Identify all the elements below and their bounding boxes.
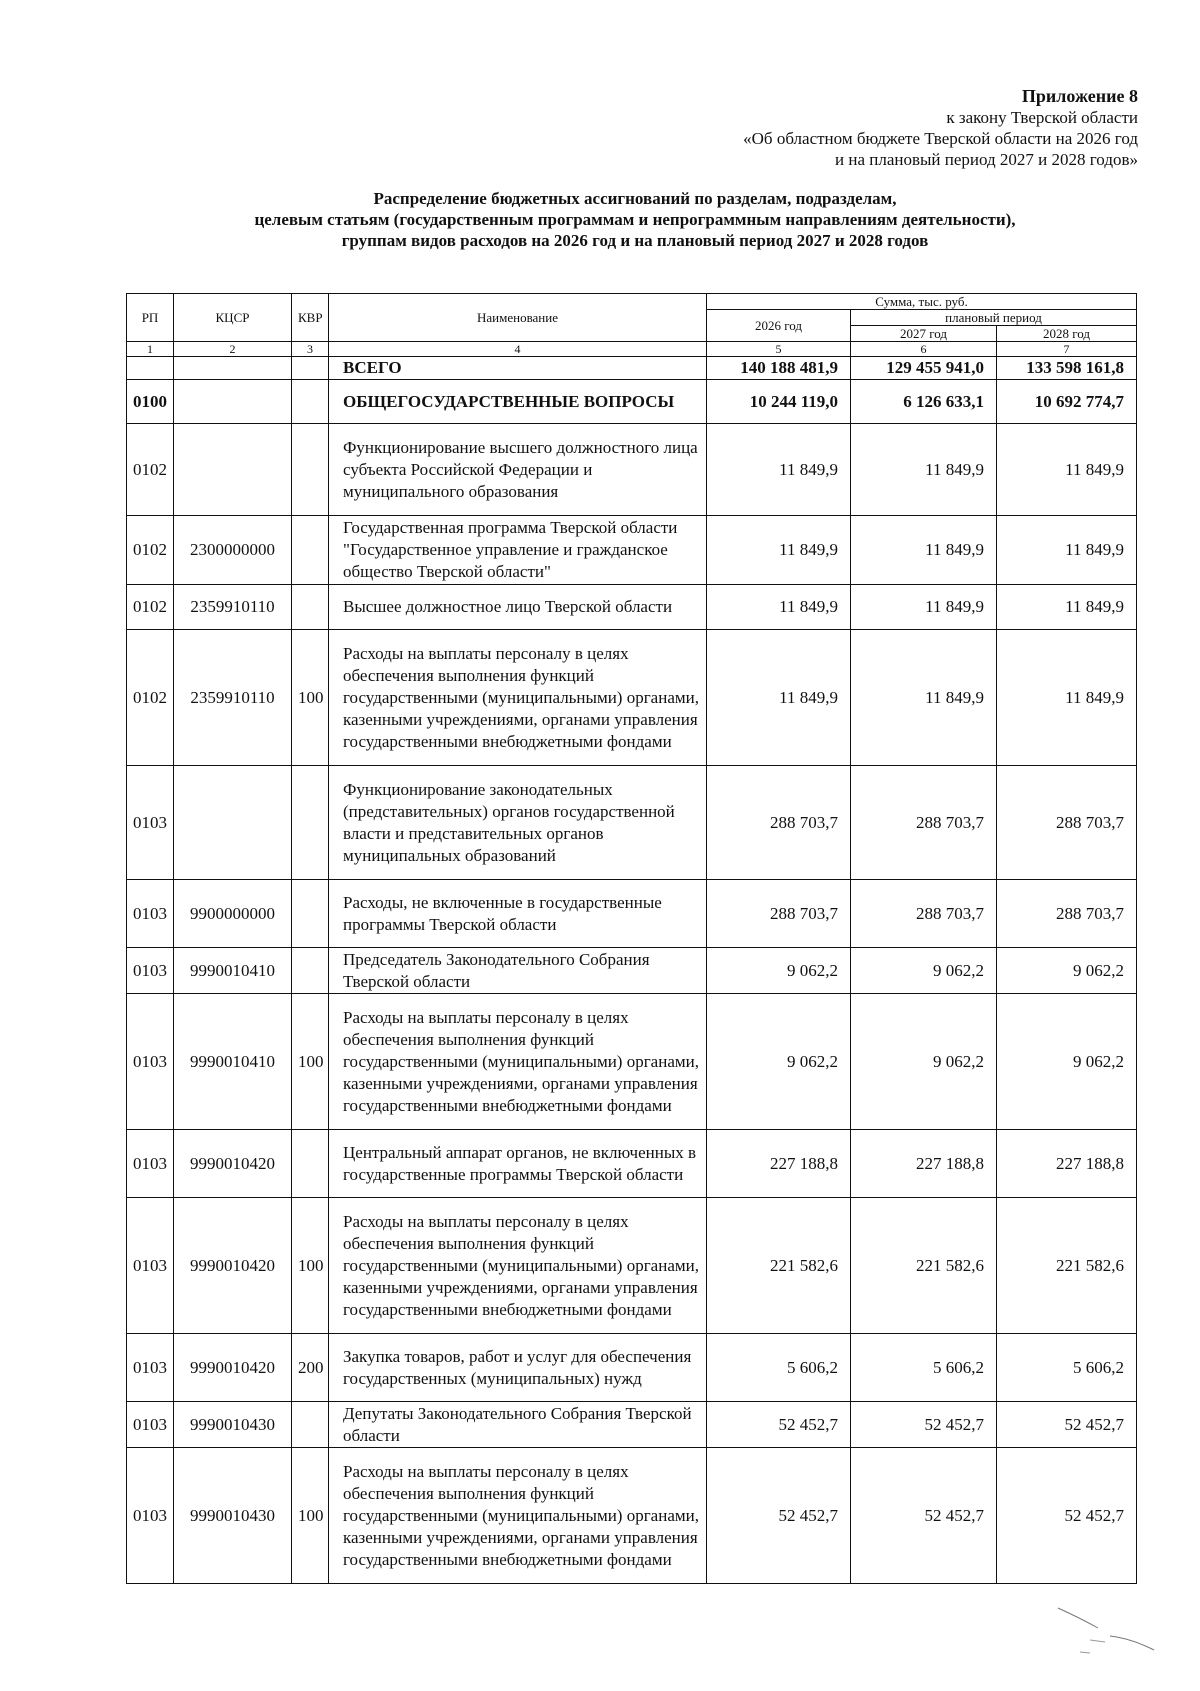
cell-amount-2026: 9 062,2	[707, 948, 851, 994]
header-kcsr: КЦСР	[174, 294, 292, 342]
table-row	[127, 994, 1137, 1130]
cell-amount-2028: 9 062,2	[997, 948, 1137, 994]
cell-rp: 0103	[127, 1130, 174, 1198]
column-number: 4	[329, 342, 707, 357]
table-row	[127, 1130, 1137, 1198]
cell-kcsr: 2300000000	[174, 516, 292, 585]
cell-kcsr: 9990010430	[174, 1448, 292, 1584]
table-row	[127, 516, 1137, 585]
cell-amount-2027: 5 606,2	[851, 1334, 997, 1402]
cell-rp: 0102	[127, 424, 174, 516]
cell-amount-2028: 133 598 161,8	[997, 357, 1137, 380]
cell-kvr	[292, 880, 329, 948]
cell-kvr	[292, 380, 329, 424]
document-title-line: группам видов расходов на 2026 год и на плановый период 2027 и 2028 годов	[341, 231, 929, 250]
document-title	[0, 188, 1200, 251]
cell-name: Председатель Законодательного Собрания Тверской области	[329, 948, 707, 994]
cell-kcsr: 9900000000	[174, 880, 292, 948]
cell-amount-2026: 11 849,9	[707, 424, 851, 516]
cell-amount-2028: 288 703,7	[997, 880, 1137, 948]
cell-amount-2026: 11 849,9	[707, 585, 851, 630]
cell-kvr: 100	[292, 630, 329, 766]
appendix-header	[743, 86, 1138, 170]
cell-kcsr: 9990010420	[174, 1198, 292, 1334]
header-kvr: КВР	[292, 294, 329, 342]
cell-name: Центральный аппарат органов, не включенных в государственные программы Тверской области	[329, 1130, 707, 1198]
cell-amount-2028: 52 452,7	[997, 1448, 1137, 1584]
cell-kvr: 100	[292, 994, 329, 1130]
cell-kcsr	[174, 380, 292, 424]
cell-rp	[127, 357, 174, 380]
cell-rp: 0100	[127, 380, 174, 424]
cell-rp: 0103	[127, 948, 174, 994]
appendix-line: «Об областном бюджете Тверской области на 2026 год	[743, 129, 1138, 148]
column-number: 6	[851, 342, 997, 357]
signature-marks	[1050, 1600, 1160, 1660]
table-row	[127, 585, 1137, 630]
cell-kcsr: 9990010430	[174, 1402, 292, 1448]
cell-amount-2026: 5 606,2	[707, 1334, 851, 1402]
header-year-2028: 2028 год	[997, 326, 1137, 342]
cell-amount-2027: 6 126 633,1	[851, 380, 997, 424]
header-sum: Сумма, тыс. руб.	[707, 294, 1137, 310]
appendix-line: и на плановый период 2027 и 2028 годов»	[835, 150, 1138, 169]
cell-name: Расходы на выплаты персоналу в целях обеспечения выполнения функций государственными (муниципальными) органами, казенными учреждениями, органами управления государственными внебюджетными фондами	[329, 630, 707, 766]
header-year-2027: 2027 год	[851, 326, 997, 342]
appendix-line: к закону Тверской области	[946, 108, 1138, 127]
cell-rp: 0103	[127, 1448, 174, 1584]
cell-amount-2027: 52 452,7	[851, 1448, 997, 1584]
cell-amount-2027: 288 703,7	[851, 766, 997, 880]
cell-rp: 0103	[127, 766, 174, 880]
cell-kcsr: 9990010410	[174, 948, 292, 994]
cell-amount-2028: 11 849,9	[997, 585, 1137, 630]
column-number: 3	[292, 342, 329, 357]
cell-amount-2028: 9 062,2	[997, 994, 1137, 1130]
cell-amount-2026: 9 062,2	[707, 994, 851, 1130]
cell-amount-2026: 11 849,9	[707, 630, 851, 766]
cell-amount-2028: 5 606,2	[997, 1334, 1137, 1402]
cell-amount-2028: 11 849,9	[997, 630, 1137, 766]
cell-amount-2028: 52 452,7	[997, 1402, 1137, 1448]
cell-amount-2027: 9 062,2	[851, 994, 997, 1130]
header-rp: РП	[127, 294, 174, 342]
cell-amount-2026: 52 452,7	[707, 1448, 851, 1584]
header-year-2026: 2026 год	[707, 310, 851, 342]
table-row	[127, 424, 1137, 516]
cell-name: Функционирование высшего должностного лица субъекта Российской Федерации и муниципального образования	[329, 424, 707, 516]
cell-amount-2027: 52 452,7	[851, 1402, 997, 1448]
cell-name: ВСЕГО	[329, 357, 707, 380]
cell-name: Расходы на выплаты персоналу в целях обеспечения выполнения функций государственными (муниципальными) органами, казенными учреждениями, органами управления государственными внебюджетными фондами	[329, 994, 707, 1130]
cell-amount-2027: 129 455 941,0	[851, 357, 997, 380]
cell-name: Депутаты Законодательного Собрания Тверской области	[329, 1402, 707, 1448]
cell-kvr: 100	[292, 1448, 329, 1584]
cell-kvr	[292, 357, 329, 380]
cell-kvr	[292, 766, 329, 880]
cell-name: ОБЩЕГОСУДАРСТВЕННЫЕ ВОПРОСЫ	[329, 380, 707, 424]
cell-amount-2027: 9 062,2	[851, 948, 997, 994]
cell-kvr	[292, 424, 329, 516]
cell-name: Расходы на выплаты персоналу в целях обеспечения выполнения функций государственными (муниципальными) органами, казенными учреждениями, органами управления государственными внебюджетными фондами	[329, 1198, 707, 1334]
budget-table	[126, 293, 1137, 1584]
table-row	[127, 1198, 1137, 1334]
cell-amount-2027: 11 849,9	[851, 424, 997, 516]
cell-amount-2026: 221 582,6	[707, 1198, 851, 1334]
table-row-section	[127, 380, 1137, 424]
cell-amount-2027: 221 582,6	[851, 1198, 997, 1334]
cell-amount-2028: 221 582,6	[997, 1198, 1137, 1334]
cell-amount-2026: 288 703,7	[707, 766, 851, 880]
appendix-title: Приложение 8	[1021, 86, 1138, 106]
cell-kvr	[292, 516, 329, 585]
cell-kvr: 200	[292, 1334, 329, 1402]
cell-kcsr	[174, 424, 292, 516]
cell-amount-2026: 10 244 119,0	[707, 380, 851, 424]
cell-kcsr: 9990010420	[174, 1334, 292, 1402]
cell-kvr	[292, 1402, 329, 1448]
cell-amount-2028: 227 188,8	[997, 1130, 1137, 1198]
table-row	[127, 948, 1137, 994]
cell-amount-2026: 227 188,8	[707, 1130, 851, 1198]
cell-kvr	[292, 585, 329, 630]
cell-amount-2028: 10 692 774,7	[997, 380, 1137, 424]
cell-rp: 0102	[127, 585, 174, 630]
cell-kvr: 100	[292, 1198, 329, 1334]
cell-amount-2027: 11 849,9	[851, 630, 997, 766]
cell-amount-2027: 11 849,9	[851, 585, 997, 630]
table-row	[127, 630, 1137, 766]
cell-amount-2026: 52 452,7	[707, 1402, 851, 1448]
cell-amount-2027: 227 188,8	[851, 1130, 997, 1198]
cell-kvr	[292, 1130, 329, 1198]
cell-amount-2028: 11 849,9	[997, 516, 1137, 585]
cell-name: Расходы на выплаты персоналу в целях обеспечения выполнения функций государственными (муниципальными) органами, казенными учреждениями, органами управления государственными внебюджетными фондами	[329, 1448, 707, 1584]
cell-amount-2028: 11 849,9	[997, 424, 1137, 516]
cell-amount-2028: 288 703,7	[997, 766, 1137, 880]
cell-rp: 0103	[127, 1402, 174, 1448]
cell-rp: 0103	[127, 994, 174, 1130]
cell-rp: 0102	[127, 516, 174, 585]
table-row	[127, 1448, 1137, 1584]
cell-amount-2027: 288 703,7	[851, 880, 997, 948]
cell-amount-2026: 288 703,7	[707, 880, 851, 948]
cell-rp: 0103	[127, 880, 174, 948]
cell-kvr	[292, 948, 329, 994]
column-number: 1	[127, 342, 174, 357]
cell-rp: 0103	[127, 1334, 174, 1402]
column-number: 7	[997, 342, 1137, 357]
cell-name: Закупка товаров, работ и услуг для обеспечения государственных (муниципальных) нужд	[329, 1334, 707, 1402]
column-number: 2	[174, 342, 292, 357]
table-row-total	[127, 357, 1137, 380]
document-title-line: Распределение бюджетных ассигнований по разделам, подразделам,	[373, 189, 897, 208]
cell-name: Государственная программа Тверской области "Государственное управление и гражданское общество Тверской области"	[329, 516, 707, 585]
cell-kcsr: 9990010410	[174, 994, 292, 1130]
document-title-line: целевым статьям (государственным программам и непрограммным направлениям деятельности),	[254, 210, 1016, 229]
table-row	[127, 880, 1137, 948]
cell-name: Высшее должностное лицо Тверской области	[329, 585, 707, 630]
table-row	[127, 1402, 1137, 1448]
cell-kcsr: 2359910110	[174, 630, 292, 766]
cell-kcsr: 2359910110	[174, 585, 292, 630]
cell-amount-2027: 11 849,9	[851, 516, 997, 585]
cell-rp: 0102	[127, 630, 174, 766]
cell-name: Функционирование законодательных (представительных) органов государственной власти и представительных органов муниципальных образований	[329, 766, 707, 880]
cell-name: Расходы, не включенные в государственные программы Тверской области	[329, 880, 707, 948]
cell-kcsr	[174, 357, 292, 380]
table-row	[127, 1334, 1137, 1402]
header-planned-period: плановый период	[851, 310, 1137, 326]
cell-rp: 0103	[127, 1198, 174, 1334]
cell-amount-2026: 140 188 481,9	[707, 357, 851, 380]
column-number: 5	[707, 342, 851, 357]
cell-kcsr: 9990010420	[174, 1130, 292, 1198]
cell-amount-2026: 11 849,9	[707, 516, 851, 585]
header-name: Наименование	[329, 294, 707, 342]
table-row	[127, 766, 1137, 880]
cell-kcsr	[174, 766, 292, 880]
